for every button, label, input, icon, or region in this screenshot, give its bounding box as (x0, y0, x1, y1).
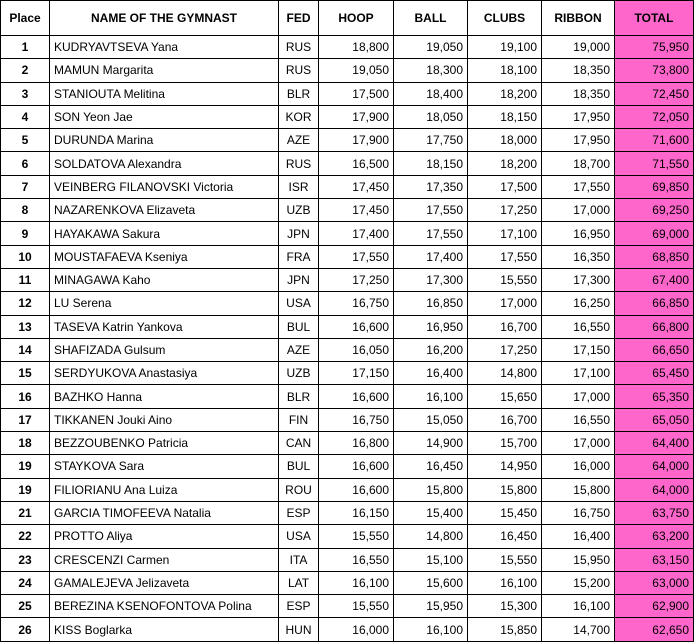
cell-total: 62,650 (615, 618, 694, 641)
cell-hoop: 17,450 (319, 199, 394, 222)
cell-ball: 17,550 (394, 222, 468, 245)
cell-place: 23 (1, 548, 50, 571)
cell-total: 66,800 (615, 315, 694, 338)
cell-name: VEINBERG FILANOVSKI Victoria (50, 175, 279, 198)
cell-name: KISS Boglarka (50, 618, 279, 641)
table-row (1, 292, 694, 315)
cell-place: 18 (1, 432, 50, 455)
cell-name: FILIORIANU Ana Luiza (50, 478, 279, 501)
cell-name: KUDRYAVTSEVA Yana (50, 36, 279, 59)
cell-name: GAMALEJEVA Jelizaveta (50, 571, 279, 594)
cell-place: 3 (1, 82, 50, 105)
cell-hoop: 16,100 (319, 571, 394, 594)
table-row (1, 408, 694, 431)
cell-ribbon: 15,800 (542, 478, 615, 501)
table-row (1, 245, 694, 268)
cell-total: 65,450 (615, 362, 694, 385)
cell-name: LU Serena (50, 292, 279, 315)
cell-total: 69,250 (615, 199, 694, 222)
cell-ball: 18,050 (394, 105, 468, 128)
column-header-place: Place (1, 1, 50, 36)
cell-place: 2 (1, 59, 50, 82)
cell-total: 64,000 (615, 478, 694, 501)
cell-ball: 14,800 (394, 525, 468, 548)
cell-ribbon: 17,950 (542, 105, 615, 128)
cell-hoop: 17,500 (319, 82, 394, 105)
cell-fed: USA (279, 292, 319, 315)
column-header-total: TOTAL (615, 1, 694, 36)
cell-ball: 17,400 (394, 245, 468, 268)
cell-ribbon: 17,950 (542, 129, 615, 152)
table-row (1, 129, 694, 152)
cell-ribbon: 16,250 (542, 292, 615, 315)
cell-clubs: 15,550 (468, 548, 542, 571)
cell-hoop: 17,550 (319, 245, 394, 268)
table-row (1, 595, 694, 618)
cell-ribbon: 19,000 (542, 36, 615, 59)
cell-clubs: 14,800 (468, 362, 542, 385)
table-row (1, 175, 694, 198)
cell-ribbon: 18,350 (542, 82, 615, 105)
cell-total: 69,000 (615, 222, 694, 245)
cell-hoop: 17,150 (319, 362, 394, 385)
cell-clubs: 14,950 (468, 455, 542, 478)
cell-ball: 15,800 (394, 478, 468, 501)
cell-ball: 15,400 (394, 501, 468, 524)
cell-name: STANIOUTA Melitina (50, 82, 279, 105)
column-header-hoop: HOOP (319, 1, 394, 36)
cell-clubs: 15,650 (468, 385, 542, 408)
cell-ball: 17,300 (394, 268, 468, 291)
cell-clubs: 18,100 (468, 59, 542, 82)
table-row (1, 315, 694, 338)
cell-place: 4 (1, 105, 50, 128)
cell-hoop: 16,500 (319, 152, 394, 175)
cell-fed: RUS (279, 59, 319, 82)
table-row (1, 501, 694, 524)
cell-hoop: 16,600 (319, 385, 394, 408)
cell-place: 22 (1, 525, 50, 548)
cell-clubs: 16,700 (468, 315, 542, 338)
cell-fed: BLR (279, 385, 319, 408)
table-row (1, 59, 694, 82)
cell-ball: 18,400 (394, 82, 468, 105)
cell-fed: FRA (279, 245, 319, 268)
cell-place: 16 (1, 385, 50, 408)
cell-place: 13 (1, 315, 50, 338)
cell-name: DURUNDA Marina (50, 129, 279, 152)
cell-total: 68,850 (615, 245, 694, 268)
cell-hoop: 16,750 (319, 292, 394, 315)
cell-place: 7 (1, 175, 50, 198)
cell-ribbon: 17,000 (542, 385, 615, 408)
column-header-name: NAME OF THE GYMNAST (50, 1, 279, 36)
cell-fed: UZB (279, 362, 319, 385)
cell-name: TASEVA Katrin Yankova (50, 315, 279, 338)
column-header-fed: FED (279, 1, 319, 36)
table-row (1, 105, 694, 128)
column-header-ribbon: RIBBON (542, 1, 615, 36)
cell-place: 1 (1, 36, 50, 59)
header-row (1, 1, 694, 36)
cell-ball: 15,950 (394, 595, 468, 618)
cell-name: MINAGAWA Kaho (50, 268, 279, 291)
table-row (1, 548, 694, 571)
table-row (1, 268, 694, 291)
cell-fed: JPN (279, 222, 319, 245)
cell-fed: JPN (279, 268, 319, 291)
cell-name: CRESCENZI Carmen (50, 548, 279, 571)
table-row (1, 478, 694, 501)
cell-ribbon: 16,000 (542, 455, 615, 478)
cell-ribbon: 17,100 (542, 362, 615, 385)
cell-clubs: 17,550 (468, 245, 542, 268)
cell-total: 62,900 (615, 595, 694, 618)
cell-hoop: 15,550 (319, 525, 394, 548)
cell-clubs: 18,150 (468, 105, 542, 128)
cell-ball: 16,200 (394, 338, 468, 361)
cell-fed: HUN (279, 618, 319, 641)
cell-total: 63,750 (615, 501, 694, 524)
cell-ribbon: 16,550 (542, 315, 615, 338)
cell-name: NAZARENKOVA Elizaveta (50, 199, 279, 222)
cell-hoop: 17,900 (319, 129, 394, 152)
cell-total: 66,850 (615, 292, 694, 315)
cell-place: 17 (1, 408, 50, 431)
cell-ball: 16,100 (394, 385, 468, 408)
cell-ribbon: 15,950 (542, 548, 615, 571)
cell-ball: 19,050 (394, 36, 468, 59)
cell-clubs: 15,700 (468, 432, 542, 455)
cell-clubs: 15,550 (468, 268, 542, 291)
cell-place: 8 (1, 199, 50, 222)
cell-ribbon: 17,150 (542, 338, 615, 361)
cell-ribbon: 17,000 (542, 432, 615, 455)
cell-clubs: 17,250 (468, 338, 542, 361)
cell-ribbon: 16,750 (542, 501, 615, 524)
cell-total: 75,950 (615, 36, 694, 59)
cell-fed: ISR (279, 175, 319, 198)
cell-ball: 17,550 (394, 199, 468, 222)
cell-fed: AZE (279, 129, 319, 152)
cell-total: 65,050 (615, 408, 694, 431)
cell-fed: ITA (279, 548, 319, 571)
cell-ball: 18,150 (394, 152, 468, 175)
cell-name: MOUSTAFAEVA Kseniya (50, 245, 279, 268)
cell-ribbon: 16,100 (542, 595, 615, 618)
cell-hoop: 16,750 (319, 408, 394, 431)
cell-fed: LAT (279, 571, 319, 594)
cell-clubs: 17,250 (468, 199, 542, 222)
cell-total: 72,450 (615, 82, 694, 105)
cell-total: 66,650 (615, 338, 694, 361)
cell-name: PROTTO Aliya (50, 525, 279, 548)
cell-hoop: 16,600 (319, 315, 394, 338)
cell-ribbon: 17,550 (542, 175, 615, 198)
cell-place: 6 (1, 152, 50, 175)
cell-ball: 15,100 (394, 548, 468, 571)
cell-ball: 15,600 (394, 571, 468, 594)
cell-ribbon: 17,000 (542, 199, 615, 222)
cell-ribbon: 18,350 (542, 59, 615, 82)
cell-clubs: 15,300 (468, 595, 542, 618)
cell-fed: ESP (279, 501, 319, 524)
table-row (1, 571, 694, 594)
cell-name: BEZZOUBENKO Patricia (50, 432, 279, 455)
cell-name: BAZHKO Hanna (50, 385, 279, 408)
cell-total: 67,400 (615, 268, 694, 291)
cell-total: 63,150 (615, 548, 694, 571)
column-header-ball: BALL (394, 1, 468, 36)
column-header-clubs: CLUBS (468, 1, 542, 36)
cell-name: SHAFIZADA Gulsum (50, 338, 279, 361)
cell-clubs: 18,200 (468, 152, 542, 175)
cell-clubs: 19,100 (468, 36, 542, 59)
cell-fed: CAN (279, 432, 319, 455)
table-row (1, 432, 694, 455)
table-row (1, 362, 694, 385)
cell-clubs: 18,200 (468, 82, 542, 105)
cell-name: SON Yeon Jae (50, 105, 279, 128)
cell-place: 12 (1, 292, 50, 315)
cell-hoop: 16,150 (319, 501, 394, 524)
cell-place: 21 (1, 501, 50, 524)
cell-ball: 18,300 (394, 59, 468, 82)
table-row (1, 525, 694, 548)
cell-ball: 14,900 (394, 432, 468, 455)
cell-fed: RUS (279, 152, 319, 175)
cell-place: 19 (1, 455, 50, 478)
cell-hoop: 17,400 (319, 222, 394, 245)
cell-fed: FIN (279, 408, 319, 431)
cell-name: SOLDATOVA Alexandra (50, 152, 279, 175)
cell-clubs: 17,500 (468, 175, 542, 198)
cell-place: 26 (1, 618, 50, 641)
table-row (1, 455, 694, 478)
table-row (1, 385, 694, 408)
cell-name: GARCIA TIMOFEEVA Natalia (50, 501, 279, 524)
cell-total: 64,400 (615, 432, 694, 455)
cell-fed: UZB (279, 199, 319, 222)
cell-fed: ROU (279, 478, 319, 501)
cell-place: 15 (1, 362, 50, 385)
cell-ball: 15,050 (394, 408, 468, 431)
cell-hoop: 17,250 (319, 268, 394, 291)
cell-ball: 16,400 (394, 362, 468, 385)
cell-place: 10 (1, 245, 50, 268)
results-body (1, 36, 694, 642)
cell-ribbon: 17,300 (542, 268, 615, 291)
cell-place: 14 (1, 338, 50, 361)
cell-place: 25 (1, 595, 50, 618)
cell-total: 65,350 (615, 385, 694, 408)
cell-clubs: 18,000 (468, 129, 542, 152)
cell-ribbon: 16,400 (542, 525, 615, 548)
cell-hoop: 16,000 (319, 618, 394, 641)
cell-name: SERDYUKOVA Anastasiya (50, 362, 279, 385)
cell-place: 19 (1, 478, 50, 501)
cell-fed: AZE (279, 338, 319, 361)
table-row (1, 222, 694, 245)
table-row (1, 618, 694, 641)
cell-clubs: 16,100 (468, 571, 542, 594)
cell-total: 63,200 (615, 525, 694, 548)
cell-ribbon: 18,700 (542, 152, 615, 175)
cell-clubs: 15,450 (468, 501, 542, 524)
cell-ball: 16,850 (394, 292, 468, 315)
cell-ribbon: 16,550 (542, 408, 615, 431)
cell-place: 9 (1, 222, 50, 245)
cell-hoop: 18,800 (319, 36, 394, 59)
cell-ribbon: 16,350 (542, 245, 615, 268)
cell-clubs: 17,100 (468, 222, 542, 245)
cell-total: 71,550 (615, 152, 694, 175)
cell-hoop: 19,050 (319, 59, 394, 82)
cell-hoop: 16,550 (319, 548, 394, 571)
cell-total: 71,600 (615, 129, 694, 152)
cell-ribbon: 16,950 (542, 222, 615, 245)
cell-clubs: 17,000 (468, 292, 542, 315)
cell-ball: 17,350 (394, 175, 468, 198)
cell-name: BEREZINA KSENOFONTOVA Polina (50, 595, 279, 618)
cell-place: 24 (1, 571, 50, 594)
cell-hoop: 17,900 (319, 105, 394, 128)
cell-ball: 16,100 (394, 618, 468, 641)
cell-clubs: 15,850 (468, 618, 542, 641)
table-row (1, 152, 694, 175)
cell-hoop: 16,800 (319, 432, 394, 455)
cell-fed: BUL (279, 315, 319, 338)
cell-hoop: 16,600 (319, 478, 394, 501)
cell-fed: BUL (279, 455, 319, 478)
cell-fed: BLR (279, 82, 319, 105)
cell-hoop: 16,600 (319, 455, 394, 478)
cell-hoop: 17,450 (319, 175, 394, 198)
cell-total: 72,050 (615, 105, 694, 128)
cell-name: HAYAKAWA Sakura (50, 222, 279, 245)
cell-name: STAYKOVA Sara (50, 455, 279, 478)
cell-ribbon: 15,200 (542, 571, 615, 594)
table-row (1, 36, 694, 59)
cell-total: 63,000 (615, 571, 694, 594)
cell-clubs: 15,800 (468, 478, 542, 501)
table-row (1, 338, 694, 361)
table-row (1, 82, 694, 105)
cell-hoop: 15,550 (319, 595, 394, 618)
cell-clubs: 16,450 (468, 525, 542, 548)
cell-fed: USA (279, 525, 319, 548)
cell-ribbon: 14,700 (542, 618, 615, 641)
cell-total: 73,800 (615, 59, 694, 82)
cell-clubs: 16,700 (468, 408, 542, 431)
cell-total: 69,850 (615, 175, 694, 198)
cell-fed: KOR (279, 105, 319, 128)
cell-name: MAMUN Margarita (50, 59, 279, 82)
cell-total: 64,000 (615, 455, 694, 478)
table-row (1, 199, 694, 222)
cell-fed: RUS (279, 36, 319, 59)
cell-ball: 16,950 (394, 315, 468, 338)
cell-ball: 16,450 (394, 455, 468, 478)
cell-name: TIKKANEN Jouki Aino (50, 408, 279, 431)
cell-hoop: 16,050 (319, 338, 394, 361)
cell-ball: 17,750 (394, 129, 468, 152)
cell-place: 5 (1, 129, 50, 152)
cell-fed: ESP (279, 595, 319, 618)
cell-place: 11 (1, 268, 50, 291)
